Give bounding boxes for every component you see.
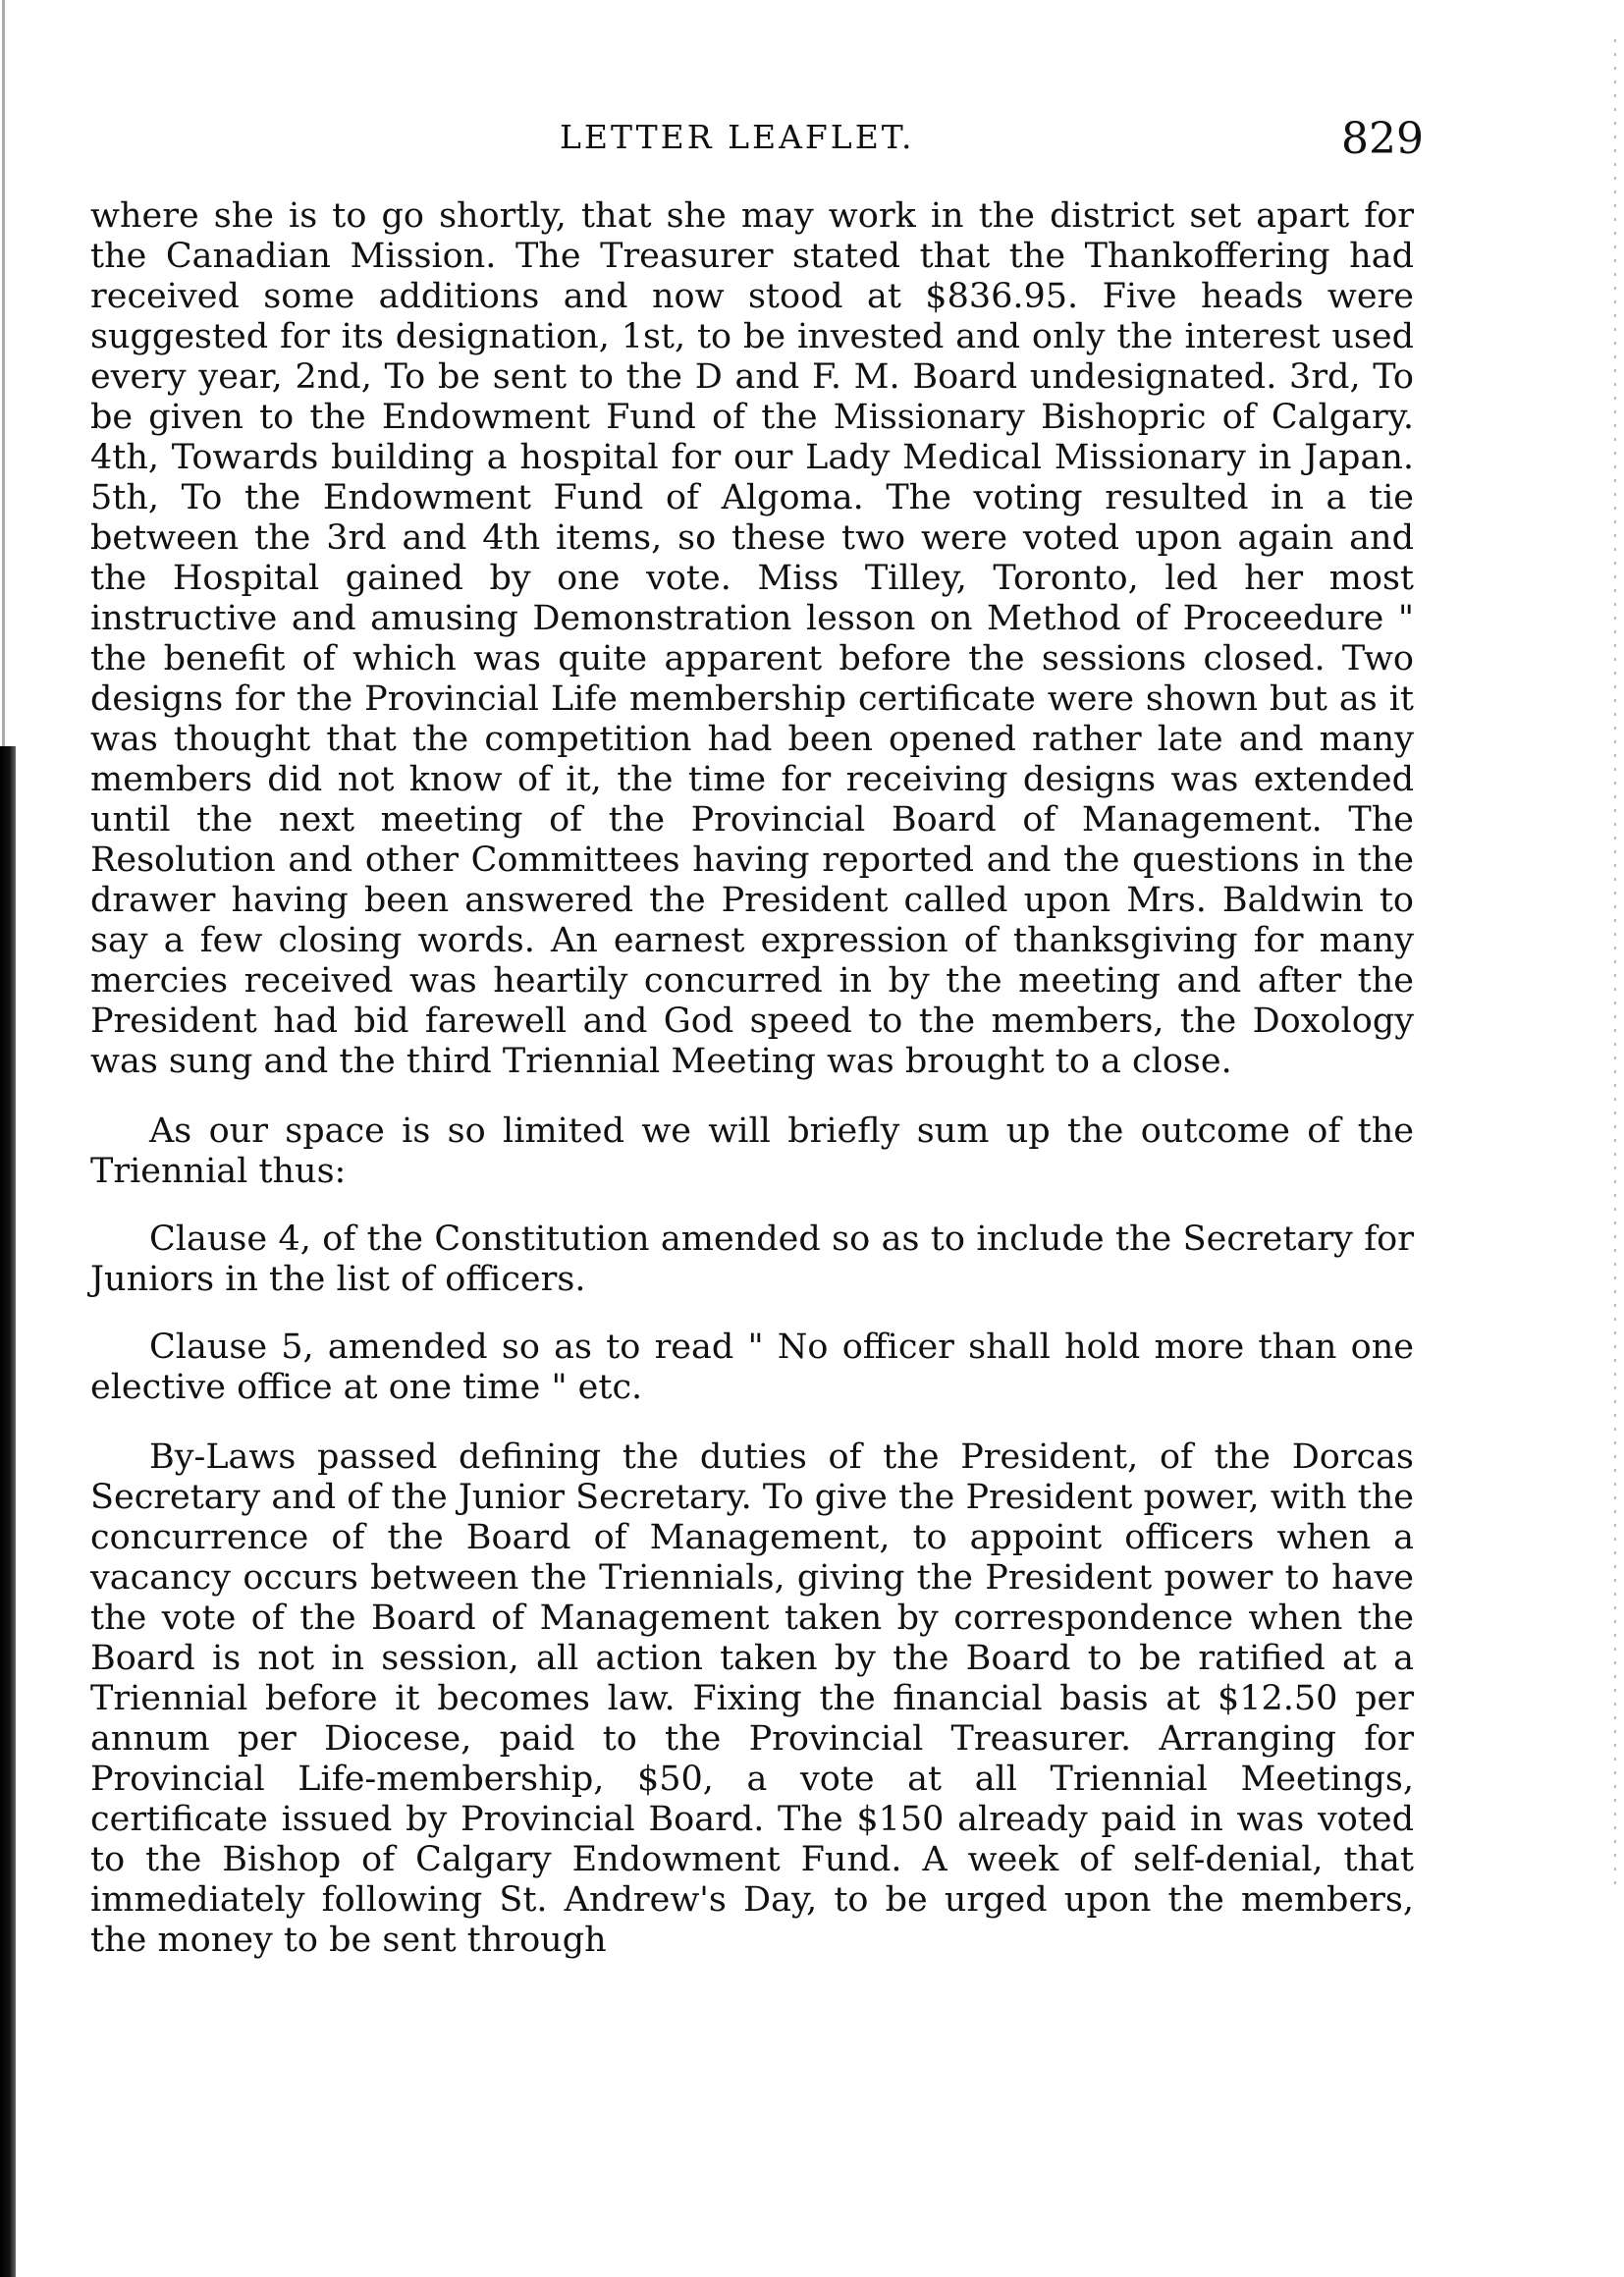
binding-edge — [0, 746, 16, 2277]
scan-edge-noise — [1614, 39, 1616, 1885]
paragraph-summary-intro: As our space is so limited we will briefly sum up the outcome of the Triennial thus: — [90, 1111, 1414, 1191]
paragraph-clause-4: Clause 4, of the Constitution amended so as to include the Secretary for Juniors in the list of officers. — [90, 1220, 1414, 1299]
body-text — [90, 196, 1414, 1961]
page-number: 829 — [1341, 114, 1424, 164]
paragraph-by-laws: By-Laws passed defining the duties of the President, of the Dorcas Secretary and of the Junior Secretary. To give the President power, with the concurrence of the Board of Management, to appoint officers when a vacancy occurs between the Triennials, giving the President power to have the vote of the Board of Management taken by correspondence when the Board is not in session, all action taken by the Board to be ratified at a Triennial before it becomes law. Fixing the financial basis at $12.50 per annum per Diocese, paid to the Provincial Treasurer. Arranging for Provincial Life-membership, $50, a vote at all Triennial Meetings, certificate issued by Provincial Board. The $150 already paid in was voted to the Bishop of Calgary Endowment Fund. A week of self-denial, that immediately following St. Andrew's Day, to be urged upon the members, the money to be sent through — [90, 1437, 1414, 1960]
paragraph-triennial-proceedings: where she is to go shortly, that she may work in the district set apart for the Canadian Mission. The Treasurer stated that the Thankoffering had received some additions and now stood at $836.95. Five heads were suggested for its designation, 1st, to be invested and only the interest used every year, 2nd, To be sent to the D and F. M. Board undesignated. 3rd, To be given to the Endowment Fund of the Missionary Bishopric of Calgary. 4th, Towards building a hospital for our Lady Medical Missionary in Japan. 5th, To the Endowment Fund of Algoma. The voting resulted in a tie between the 3rd and 4th items, so these two were voted upon again and the Hospital gained by one vote. Miss Tilley, Toronto, led her most instructive and amusing Demonstration lesson on Method of Proceedure " the benefit of which was quite apparent before the sessions closed. Two designs for the Provincial Life membership certificate were shown but as it was thought that the competition had been opened rather late and many members did not know of it, the time for receiving designs was extended until the next meeting of the Provincial Board of Management. The Resolution and other Committees having reported and the questions in the drawer having been answered the President called upon Mrs. Baldwin to say a few closing words. An earnest expression of thanksgiving for many mercies received was heartily concurred in by the meeting and after the President had bid farewell and God speed to the members, the Doxology was sung and the third Triennial Meeting was brought to a close. — [90, 196, 1414, 1081]
page-header — [88, 114, 1424, 173]
binding-edge-top — [2, 0, 5, 746]
paragraph-clause-5: Clause 5, amended so as to read " No officer shall hold more than one elective office at one time " etc. — [90, 1328, 1414, 1407]
running-head: LETTER LEAFLET. — [560, 118, 915, 156]
